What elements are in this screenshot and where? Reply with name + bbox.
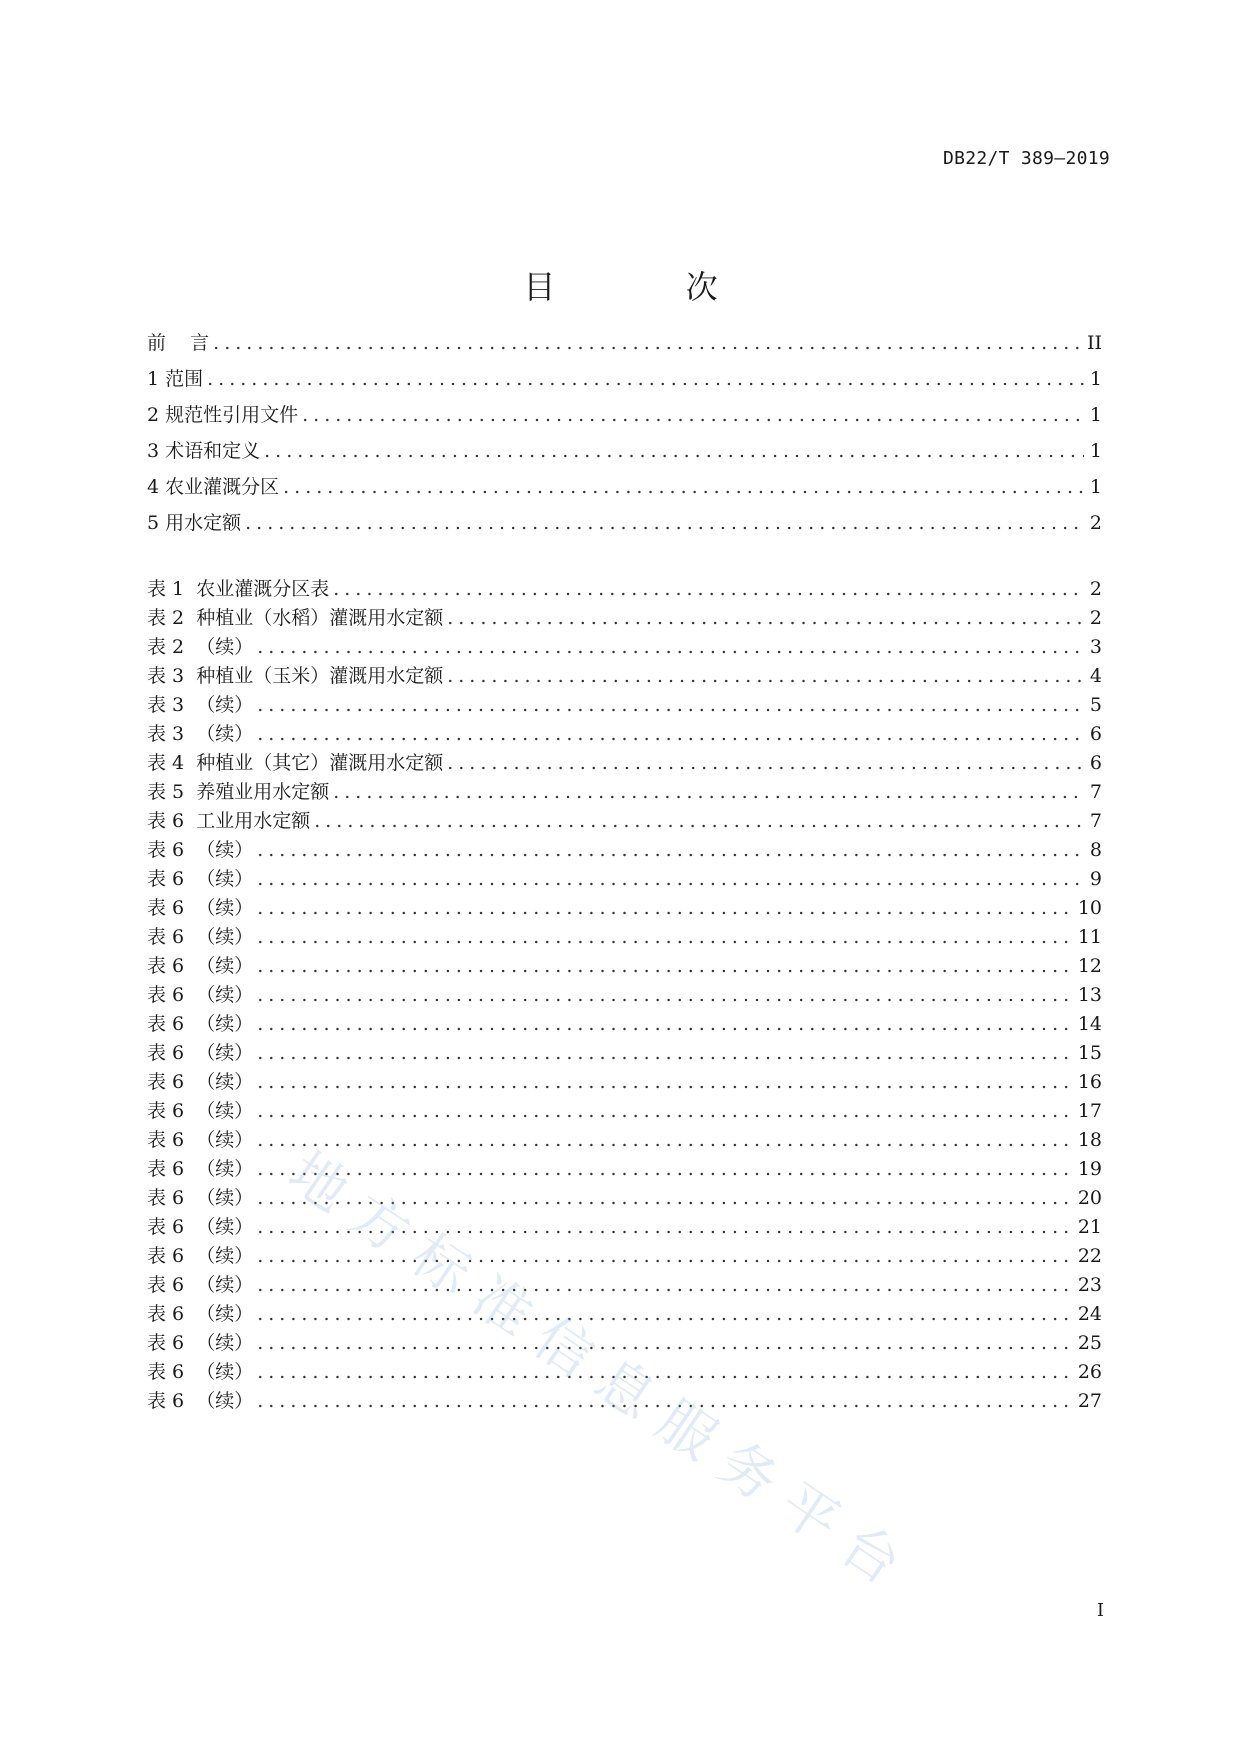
toc-leader-dots	[333, 574, 1084, 604]
toc-entry[interactable]	[147, 1357, 1102, 1387]
toc-entry-page: 10	[1077, 897, 1102, 919]
toc-leader-dots	[257, 835, 1084, 865]
toc-leader-dots	[257, 1299, 1072, 1329]
toc-entry[interactable]	[147, 893, 1102, 923]
toc-entry-page: 13	[1077, 984, 1102, 1006]
toc-entry-label: 表 6 （续）	[147, 984, 254, 1006]
toc-entry-label: 表 6 （续）	[147, 1158, 254, 1180]
toc-entry-page: 18	[1077, 1129, 1102, 1151]
toc-entry-label: 表 6 （续）	[147, 868, 254, 890]
toc-leader-dots	[447, 661, 1084, 691]
toc-leader-dots	[257, 1270, 1072, 1300]
toc-leader-dots	[257, 1038, 1072, 1068]
watermark: 地方标准信息服务平台	[276, 1139, 927, 1608]
toc-leader-dots	[333, 777, 1084, 807]
toc-entry-label: 表 3 种植业（玉米）灌溉用水定额	[147, 665, 444, 687]
toc-entry[interactable]	[147, 777, 1102, 807]
toc-entry-page: 4	[1089, 665, 1102, 687]
toc-entry-label: 5 用水定额	[147, 512, 242, 534]
toc-leader-dots	[245, 508, 1084, 538]
toc-entry-page: 1	[1089, 476, 1102, 498]
toc-entry-page: 1	[1089, 368, 1102, 390]
toc-leader-dots	[257, 864, 1084, 894]
toc-entry-label: 表 6 （续）	[147, 1303, 254, 1325]
toc-entry-label: 表 6 （续）	[147, 1100, 254, 1122]
page-title: 目 次	[523, 268, 778, 306]
toc-entry[interactable]	[147, 980, 1102, 1010]
toc-entry-label: 表 6 （续）	[147, 1245, 254, 1267]
toc-entry-label: 表 6 （续）	[147, 955, 254, 977]
toc-entry[interactable]	[147, 1125, 1102, 1155]
toc-leader-dots	[207, 364, 1084, 394]
toc-entry[interactable]	[147, 1067, 1102, 1097]
page-number: I	[1096, 1600, 1104, 1621]
toc-entry[interactable]	[147, 1328, 1102, 1358]
toc-entry-page: 9	[1089, 868, 1102, 890]
toc-entry-page: 3	[1089, 636, 1102, 658]
toc-entry-page: 2	[1089, 578, 1102, 600]
toc-entry[interactable]	[147, 1270, 1102, 1300]
toc-entry[interactable]	[147, 574, 1102, 604]
toc-leader-dots	[302, 400, 1084, 430]
toc-entry-label: 表 6 （续）	[147, 1187, 254, 1209]
toc-entry-label: 表 6 （续）	[147, 1216, 254, 1238]
toc-entry-label: 表 3 （续）	[147, 723, 254, 745]
toc-entry[interactable]	[147, 400, 1102, 430]
toc-entry[interactable]	[147, 1009, 1102, 1039]
toc-entry-page: 27	[1077, 1390, 1102, 1412]
toc-entry-label: 前 言	[147, 332, 210, 354]
toc-entry-label: 表 4 种植业（其它）灌溉用水定额	[147, 752, 444, 774]
toc-leader-dots	[257, 1067, 1072, 1097]
toc-entry-label: 表 2 （续）	[147, 636, 254, 658]
toc-entry-label: 表 6 （续）	[147, 1274, 254, 1296]
toc-entry-page: 24	[1077, 1303, 1102, 1325]
toc-entry-page: 19	[1077, 1158, 1102, 1180]
toc-entry[interactable]	[147, 472, 1102, 502]
toc-entry-page: 14	[1077, 1013, 1102, 1035]
toc-leader-dots	[257, 980, 1072, 1010]
toc-entry-page: 1	[1089, 440, 1102, 462]
toc-entry-label: 表 1 农业灌溉分区表	[147, 578, 330, 600]
toc-entry[interactable]	[147, 632, 1102, 662]
toc-entry-page: 6	[1089, 723, 1102, 745]
toc-entry-label: 表 3 （续）	[147, 694, 254, 716]
toc-leader-dots	[257, 1183, 1072, 1213]
toc-entry-label: 3 术语和定义	[147, 440, 261, 462]
standard-code: DB22/T 389—2019	[942, 148, 1110, 169]
toc-leader-dots	[257, 893, 1072, 923]
toc-leader-dots	[257, 1386, 1072, 1416]
toc-entry-label: 表 2 种植业（水稻）灌溉用水定额	[147, 607, 444, 629]
toc-entry[interactable]	[147, 864, 1102, 894]
toc-leader-dots	[257, 951, 1072, 981]
toc-entry[interactable]	[147, 922, 1102, 952]
toc-entry-page: 8	[1089, 839, 1102, 861]
toc-leader-dots	[257, 632, 1084, 662]
toc-entry-page: 20	[1077, 1187, 1102, 1209]
toc-entry-page: 17	[1077, 1100, 1102, 1122]
toc-entry-label: 表 6 （续）	[147, 926, 254, 948]
toc-entry-label: 4 农业灌溉分区	[147, 476, 280, 498]
toc-entry-label: 表 6 （续）	[147, 1042, 254, 1064]
toc-entry[interactable]	[147, 748, 1102, 778]
toc-entry[interactable]	[147, 436, 1102, 466]
toc-entry[interactable]	[147, 1386, 1102, 1416]
toc-entry-label: 表 6 （续）	[147, 897, 254, 919]
toc-entry-label: 表 6 （续）	[147, 1361, 254, 1383]
toc-entry-page: 15	[1077, 1042, 1102, 1064]
toc-entry[interactable]	[147, 328, 1102, 358]
toc-entry-page: 11	[1077, 926, 1102, 948]
toc-entry[interactable]	[147, 1299, 1102, 1329]
toc-leader-dots	[257, 1125, 1072, 1155]
toc-entry-page: 1	[1089, 404, 1102, 426]
toc-leader-dots	[257, 1241, 1072, 1271]
toc-leader-dots	[257, 1154, 1072, 1184]
toc-leader-dots	[257, 1009, 1072, 1039]
toc-entry[interactable]	[147, 508, 1102, 538]
toc-leader-dots	[257, 922, 1072, 952]
toc-leader-dots	[257, 1357, 1072, 1387]
toc-entry[interactable]	[147, 1212, 1102, 1242]
toc-entry[interactable]	[147, 1154, 1102, 1184]
toc-entry[interactable]	[147, 951, 1102, 981]
toc-leader-dots	[257, 690, 1084, 720]
toc-entry-page: 22	[1077, 1245, 1102, 1267]
toc-entry-page: 7	[1089, 810, 1102, 832]
toc-leader-dots	[314, 806, 1084, 836]
toc-entry-page: 7	[1089, 781, 1102, 803]
toc-entry-page: 26	[1077, 1361, 1102, 1383]
toc-entry-page: 5	[1089, 694, 1102, 716]
toc-leader-dots	[257, 719, 1084, 749]
toc-entry-label: 表 6 （续）	[147, 1071, 254, 1093]
toc-leader-dots	[264, 436, 1084, 466]
toc-entry[interactable]	[147, 835, 1102, 865]
toc-entry-label: 2 规范性引用文件	[147, 404, 299, 426]
toc-entry-page: 21	[1077, 1216, 1102, 1238]
toc-entry[interactable]	[147, 690, 1102, 720]
toc-leader-dots	[257, 1328, 1072, 1358]
toc-entry-page: 12	[1077, 955, 1102, 977]
toc-entry-page: 6	[1089, 752, 1102, 774]
toc-entry[interactable]	[147, 806, 1102, 836]
toc-entry-label: 表 6 （续）	[147, 1013, 254, 1035]
toc-entry[interactable]	[147, 1183, 1102, 1213]
toc-entry-label: 表 6 （续）	[147, 1332, 254, 1354]
toc-entry[interactable]	[147, 364, 1102, 394]
toc-entry[interactable]	[147, 661, 1102, 691]
toc-leader-dots	[257, 1096, 1072, 1126]
toc-entry-label: 表 5 养殖业用水定额	[147, 781, 330, 803]
toc-entry-label: 1 范围	[147, 368, 204, 390]
toc-leader-dots	[283, 472, 1084, 502]
toc-leader-dots	[257, 1212, 1072, 1242]
toc-entry[interactable]	[147, 719, 1102, 749]
toc-entry-page: 2	[1089, 512, 1102, 534]
toc-entry-label: 表 6 工业用水定额	[147, 810, 311, 832]
toc-entry-label: 表 6 （续）	[147, 839, 254, 861]
toc-entry-page: 2	[1089, 607, 1102, 629]
toc-leader-dots	[447, 603, 1084, 633]
toc-entry-label: 表 6 （续）	[147, 1390, 254, 1412]
toc-entry[interactable]	[147, 603, 1102, 633]
toc-entry-page: 23	[1077, 1274, 1102, 1296]
toc-entry-page: II	[1086, 332, 1102, 354]
toc-entry[interactable]	[147, 1241, 1102, 1271]
toc-leader-dots	[213, 328, 1081, 358]
toc-entry[interactable]	[147, 1038, 1102, 1068]
toc-entry[interactable]	[147, 1096, 1102, 1126]
toc-entry-page: 16	[1077, 1071, 1102, 1093]
toc-leader-dots	[447, 748, 1084, 778]
toc-entry-page: 25	[1077, 1332, 1102, 1354]
toc-entry-label: 表 6 （续）	[147, 1129, 254, 1151]
